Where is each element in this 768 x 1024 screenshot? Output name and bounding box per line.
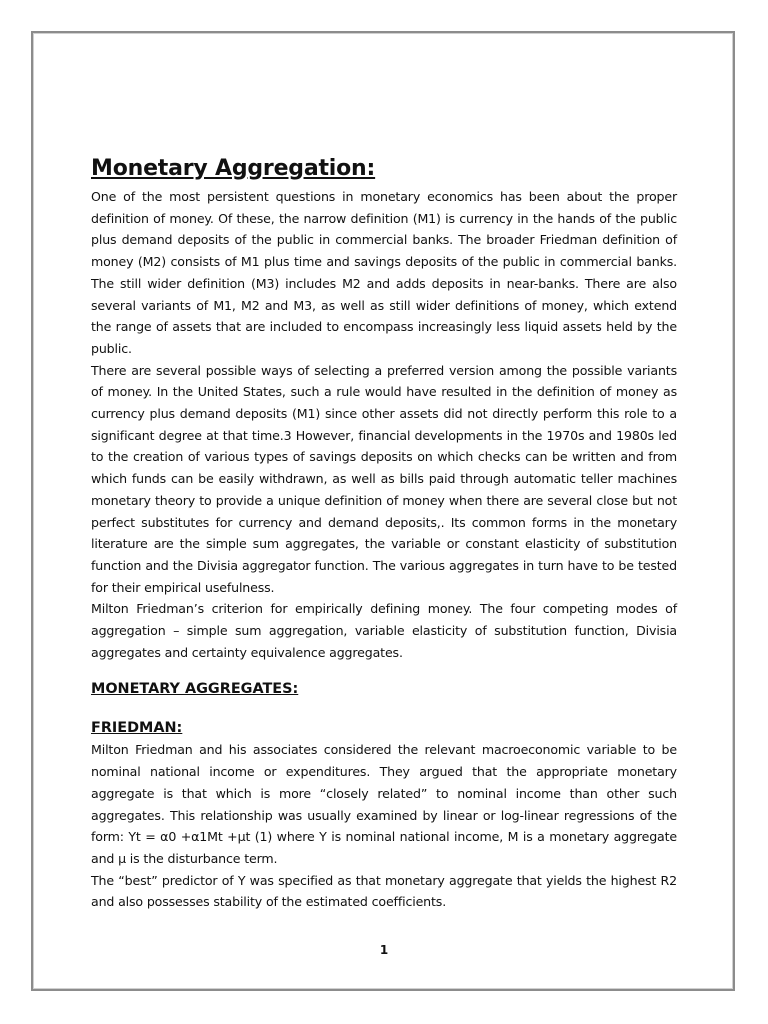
section-heading-monetary-aggregates: MONETARY AGGREGATES: xyxy=(91,681,299,698)
intro-paragraph-2: There are several possible ways of selecting a preferred version among the possible variants of money. In the United States, such a rule would have resulted in the definition of money as currency plus demand deposits (M1) since other assets did not directly perform this role to a significant degree at that time.3 However, financial developments in the 1970s and 1980s led to the creation of various types of savings deposits on which checks can be written and from which funds can be easily withdrawn, as well as bills paid through automatic teller machines monetary theory to provide a unique definition of money when there are several close but not perfect substitutes for currency and demand deposits,. Its common forms in the monetary literature are the simple sum aggregates, the variable or constant elasticity of substitution function and the Divisia aggregator function. The various aggregates in turn have to be tested for their empirical usefulness. xyxy=(91,362,677,595)
intro-paragraph-3: Milton Friedman’s criterion for empirically defining money. The four competing modes of aggregation – simple sum aggregation, variable elasticity of substitution function, Divisia aggregates and certainty equivalence aggregates. xyxy=(91,601,677,660)
subsection-heading-friedman: FRIEDMAN: xyxy=(91,720,183,737)
friedman-paragraph-1: Milton Friedman and his associates considered the relevant macroeconomic variable to be nominal national income or expenditures. They argued that the appropriate monetary aggregate is that which is more “closely related” to nominal income than other such aggregates. This relationship was usually examined by linear or log-linear regressions of the form: Yt = α0 +α1Mt +µt (1) where Y is nominal national income, M is a monetary aggregate and µ is the disturbance term. xyxy=(91,742,677,866)
intro-paragraph-1: One of the most persistent questions in monetary economics has been about the proper definition of money. Of these, the narrow definition (M1) is currency in the hands of the public plus demand deposits of the public in commercial banks. The broader Friedman definition of money (M2) consists of M1 plus time and savings deposits of the public in commercial banks. The still wider definition (M3) includes M2 and adds deposits in near-banks. There are also several variants of M1, M2 and M3, as well as still wider definitions of money, which extend the range of assets that are included to encompass increasingly less liquid assets held by the public. xyxy=(91,189,677,356)
document-title: Monetary Aggregation: xyxy=(91,156,376,181)
friedman-paragraph-2: The “best” predictor of Y was specified as that monetary aggregate that yields the highest R2 and also possesses stability of the estimated coefficients. xyxy=(91,872,677,910)
document-body xyxy=(91,152,677,913)
page-number: 1 xyxy=(379,943,389,957)
